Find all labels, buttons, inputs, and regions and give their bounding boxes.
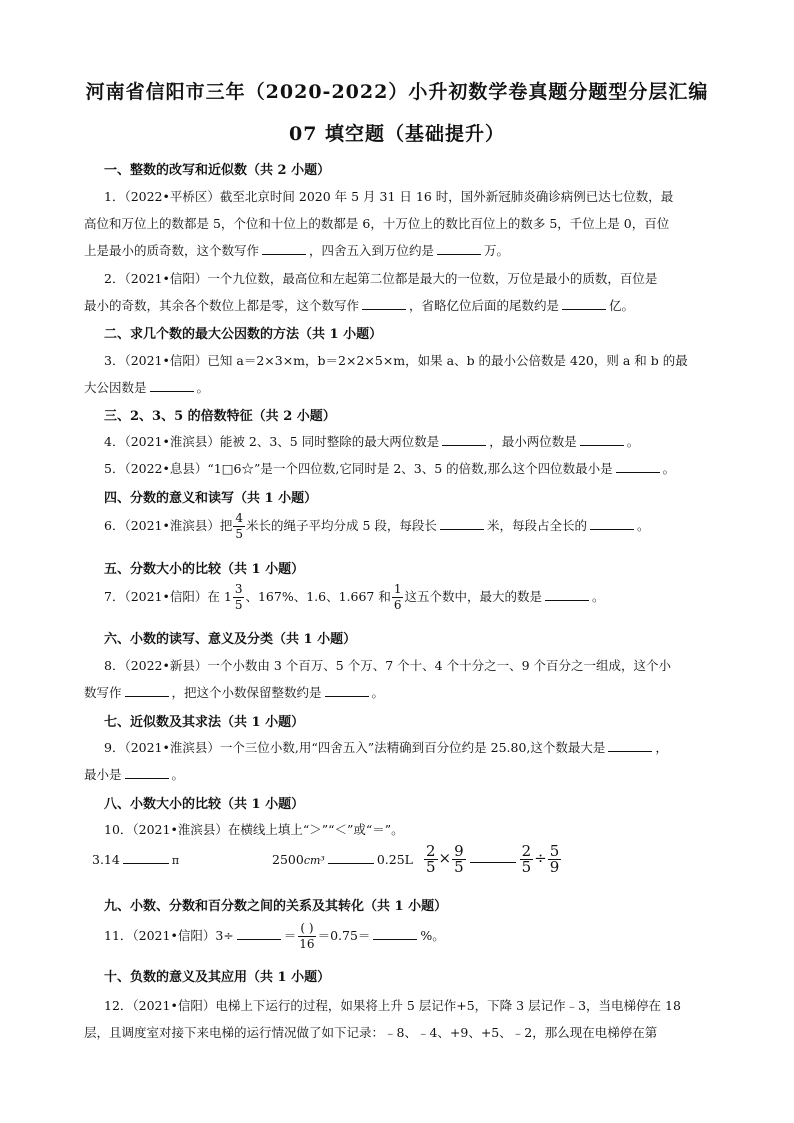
fraction-numerator: 2 — [426, 842, 436, 860]
q5-text-b: 。 — [662, 461, 676, 476]
q1-line3 — [84, 241, 509, 259]
section-heading: 七、近似数及其求法（共 1 小题） — [104, 715, 305, 730]
q6-answer-blank-2[interactable] — [590, 518, 634, 530]
q10-answer-blank-1[interactable] — [123, 852, 169, 864]
q2-line1: 2．（2021•信阳）一个九位数，最高位和左起第二位都是最大的一位数，万位是最小的质数，百位是 — [104, 271, 658, 286]
section-heading: 九、小数、分数和百分数之间的关系及其转化（共 1 小题） — [104, 899, 448, 914]
section-heading: 十、负数的意义及其应用（共 1 小题） — [104, 970, 331, 985]
q1-answer-blank-1[interactable] — [262, 243, 306, 255]
q11-fraction — [297, 921, 316, 952]
q3-line2 — [84, 378, 209, 396]
fraction — [548, 844, 562, 875]
q3-line1: 3．（2021•信阳）已知 a＝2×3×m，b＝2×2×5×m，如果 a、b 的最小公倍数是 420，则 a 和 b 的最 — [104, 353, 688, 368]
q9-text-c: 最小是 — [84, 767, 122, 782]
q3-text-b: 。 — [196, 380, 210, 395]
fraction-numerator: 2 — [521, 842, 532, 860]
fraction-denominator: 5 — [235, 527, 244, 541]
q4-answer-blank-2[interactable] — [580, 434, 624, 446]
q11-answer-blank-2[interactable] — [373, 928, 417, 940]
q10-intro: 10．（2021•淮滨县）在横线上填上“＞”“＜”或“＝”。 — [104, 822, 404, 837]
q8-line2 — [84, 683, 384, 701]
fraction-denominator: 5 — [234, 598, 243, 612]
q7-line — [104, 582, 605, 613]
q7-mixed-fraction — [233, 582, 245, 613]
q10-value-b: 2500 — [272, 852, 304, 867]
fraction-denominator: 9 — [549, 858, 560, 876]
fraction-denominator: 6 — [393, 598, 402, 612]
q1-answer-blank-2[interactable] — [437, 243, 481, 255]
q1-line1: 1．（2022•平桥区）截至北京时间 2020 年 5 月 31 日 16 时，国外新冠肺炎确诊病例已达七位数，最 — [104, 189, 674, 204]
q10-compare-2 — [272, 852, 413, 867]
q2-answer-blank-1[interactable] — [362, 298, 406, 310]
q2-text-c: 亿。 — [609, 298, 635, 313]
q9-line2 — [84, 765, 184, 783]
q6-text-a: 6．（2021•淮滨县）把 — [104, 518, 233, 533]
q4-text-b: ，最小两位数是 — [489, 434, 577, 449]
q2-answer-blank-2[interactable] — [562, 298, 606, 310]
q8-text-a: 数写作 — [84, 685, 122, 700]
fraction-numerator: 9 — [454, 842, 464, 860]
q7-fraction — [392, 582, 404, 613]
q1-text-a: 上是最小的质奇数，这个数写作 — [84, 243, 260, 258]
divide-operator: ÷ — [534, 849, 547, 867]
q1-line2: 高位和万位上的数都是 5，个位和十位上的数都是 6，十万位上的数比百位上的数多 5，千位上是 0，百位 — [84, 216, 670, 231]
q8-line1: 8．（2022•新县）一个小数由 3 个百万、5 个万、7 个十、4 个十分之一、9 个百分之一组成，这个小 — [104, 658, 671, 673]
fraction — [452, 844, 466, 875]
q8-text-b: ，把这个小数保留整数约是 — [171, 685, 322, 700]
q10-value-a: 3.14 — [92, 852, 120, 867]
q5-text-a: 5．（2022•息县）“1□6☆”是一个四位数,它同时是 2、3、5 的倍数,那么这个四位数最小是 — [104, 461, 613, 476]
q6-text-c: 米，每段占全长的 — [486, 518, 587, 533]
q6-answer-blank-1[interactable] — [440, 518, 484, 530]
q7-answer-blank[interactable] — [545, 589, 589, 601]
q9-text-d: 。 — [171, 767, 185, 782]
q7-text-b: 、167%、1.6、1.667 和 — [245, 589, 391, 604]
section-heading: 八、小数大小的比较（共 1 小题） — [104, 797, 305, 812]
section-heading: 四、分数的意义和读写（共 1 小题） — [104, 491, 318, 506]
q2-text-b: ，省略亿位后面的尾数约是 — [409, 298, 560, 313]
q6-line — [104, 511, 649, 542]
fraction-numerator: 4 — [235, 511, 244, 525]
q10-value-c: 0.25L — [376, 852, 413, 867]
q4-text-a: 4．（2021•淮滨县）能被 2、3、5 同时整除的最大两位数是 — [104, 434, 440, 449]
section-heading: 六、小数的读写、意义及分类（共 1 小题） — [104, 632, 357, 647]
q1-text-c: 万。 — [484, 243, 510, 258]
fraction-denominator: 5 — [426, 858, 436, 876]
fraction — [424, 844, 438, 875]
q4-line — [104, 432, 639, 450]
q12-line2: 层，且调度室对接下来电梯的运行情况做了如下记录：﹣8、﹣4、+9、+5、﹣2，那么现在电梯停在第 — [84, 1025, 658, 1040]
section-heading: 一、整数的改写和近似数（共 2 小题） — [104, 163, 331, 178]
q1-text-b: ，四舍五入到万位约是 — [309, 243, 435, 258]
q11-line — [104, 921, 445, 952]
q10-unit: cm³ — [303, 854, 325, 867]
q5-answer-blank[interactable] — [616, 461, 660, 473]
q11-answer-blank-1[interactable] — [237, 928, 281, 940]
q9-text-b: ， — [655, 740, 668, 755]
pi-symbol: π — [171, 854, 180, 867]
q9-answer-blank-1[interactable] — [608, 740, 652, 752]
q11-text-d: %。 — [420, 928, 445, 943]
q7-text-c: 这五个数中，最大的数是 — [404, 589, 542, 604]
q10-compare-1 — [92, 852, 179, 867]
section-heading: 五、分数大小的比较（共 1 小题） — [104, 562, 305, 577]
fraction-numerator: 3 — [234, 582, 243, 596]
q11-text-c: ＝0.75＝ — [317, 928, 371, 943]
q10-compare-3 — [423, 844, 562, 875]
fraction-denominator: 5 — [521, 858, 532, 876]
times-operator: × — [438, 849, 452, 867]
document-subtitle: 07 填空题（基础提升） — [288, 123, 506, 145]
q11-text-a: 11．（2021•信阳）3÷ — [104, 928, 234, 943]
q6-text-d: 。 — [636, 518, 650, 533]
q8-answer-blank-2[interactable] — [325, 685, 369, 697]
fraction-numerator: ( ) — [300, 921, 314, 935]
q3-answer-blank[interactable] — [150, 380, 194, 392]
q8-text-c: 。 — [371, 685, 385, 700]
q2-line2 — [84, 296, 634, 314]
fraction-numerator: 1 — [393, 582, 402, 596]
fraction-denominator: 5 — [454, 858, 464, 876]
q11-text-b: ＝ — [283, 928, 297, 943]
q6-fraction — [233, 511, 245, 542]
q4-text-c: 。 — [626, 434, 640, 449]
q12-line1: 12．（2021•信阳）电梯上下运行的过程，如果将上升 5 层记作+5，下降 3 层记作﹣3，当电梯停在 18 — [104, 998, 681, 1013]
q9-text-a: 9．（2021•淮滨县）一个三位小数,用“四舍五入”法精确到百分位约是 25.80,这个数最大是 — [104, 740, 606, 755]
q10-answer-blank-2[interactable] — [328, 852, 374, 864]
fraction-numerator: 5 — [549, 842, 560, 860]
q6-text-b: 米长的绳子平均分成 5 段，每段长 — [246, 518, 437, 533]
section-heading: 二、求几个数的最大公因数的方法（共 1 小题） — [104, 327, 383, 342]
document-title: 河南省信阳市三年（2020-2022）小升初数学卷真题分题型分层汇编 — [85, 81, 709, 103]
q4-answer-blank-1[interactable] — [442, 434, 486, 446]
fraction-denominator: 16 — [299, 937, 315, 951]
q10-answer-blank-3[interactable] — [470, 851, 516, 863]
q8-answer-blank-1[interactable] — [125, 685, 169, 697]
q9-line1 — [104, 738, 668, 756]
q9-answer-blank-2[interactable] — [125, 767, 169, 779]
q3-text-a: 大公因数是 — [84, 380, 147, 395]
q5-line — [104, 459, 675, 477]
q7-text-d: 。 — [592, 589, 605, 604]
section-heading: 三、2、3、5 的倍数特征（共 2 小题） — [104, 409, 336, 424]
fraction — [520, 844, 534, 875]
q7-text-a: 7．（2021•信阳）在 1 — [104, 589, 232, 604]
q2-text-a: 最小的奇数，其余各个数位上都是零，这个数写作 — [84, 298, 360, 313]
